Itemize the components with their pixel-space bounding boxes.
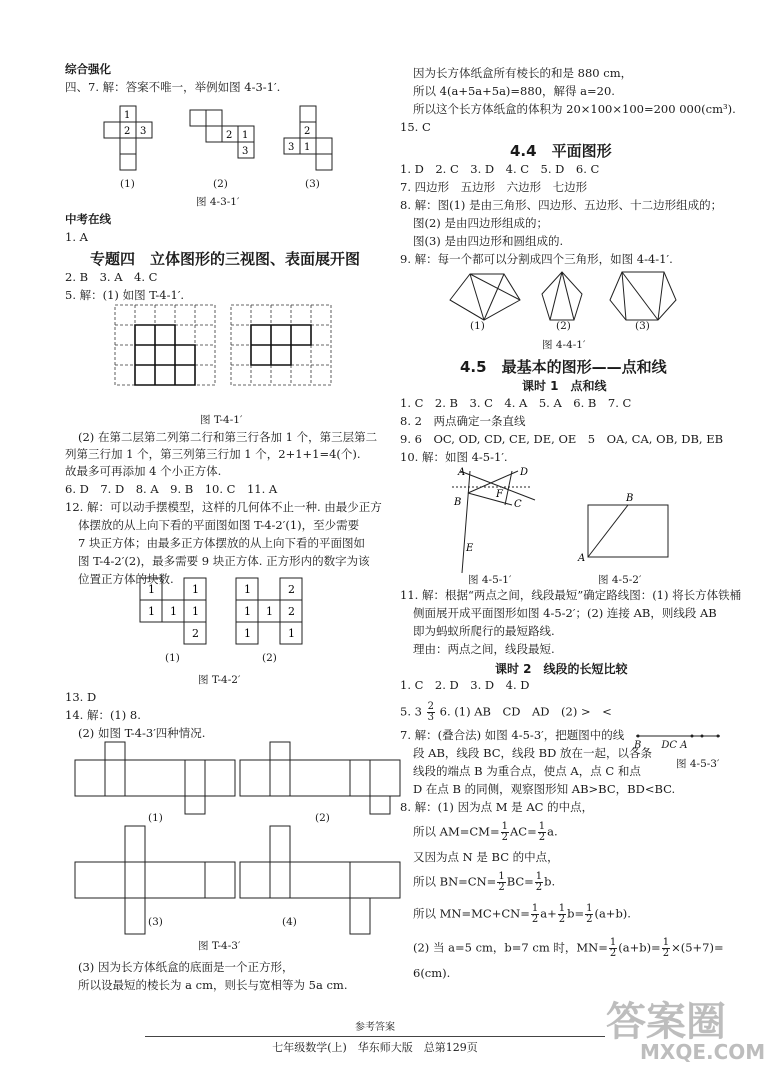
answer-line xyxy=(413,872,555,893)
point-label: B xyxy=(626,493,634,504)
point-label: C xyxy=(514,499,522,510)
answer-line: 1. D 2. C 3. D 4. C 5. D 6. C xyxy=(400,162,600,176)
grid-number: 2 xyxy=(288,583,295,596)
fraction xyxy=(585,904,593,925)
net-3 xyxy=(284,106,332,170)
answer-line: 因为长方体纸盒所有棱长的和是 880 cm， xyxy=(413,66,633,80)
answer-line: 侧面展开成平面图形如图 4-5-2′；(2) 连接 AB，则线段 AB xyxy=(413,606,717,620)
subfigure-label: (1) xyxy=(120,178,135,190)
grid-number: 1 xyxy=(244,627,251,640)
subfigure-label: (4) xyxy=(282,916,297,928)
subfigure-label: (2) xyxy=(262,652,277,664)
lesson-title: 课时 2 线段的长短比较 xyxy=(495,662,628,676)
section-heading: 中考在线 xyxy=(65,212,111,226)
denominator: 2 xyxy=(498,882,505,893)
topic-title: 专题四 立体图形的三视图、表面展开图 xyxy=(90,250,361,268)
answer-line: 7. 解：(叠合法) 如图 4-5-3′，把题图中的线 xyxy=(400,728,625,742)
fraction-numerator: 2 xyxy=(427,701,434,712)
figure-caption: 图 T-4-3′ xyxy=(198,940,241,952)
subfigure-label: (2) xyxy=(213,178,228,190)
answer-line xyxy=(413,822,558,843)
answer-line: 7 块正方体；由最多正方体摆放的从上向下看的平面图如 xyxy=(78,536,365,550)
footer-info: 七年级数学(上) 华东师大版 总第129页 xyxy=(145,1036,605,1055)
answer-line: 10. 解：如图 4-5-1′. xyxy=(400,450,508,464)
answer-line: 列第三行加 1 个，第三列第三行加 1 个，2+1+1=4(个). xyxy=(65,447,361,461)
answer-line: 7. 四边形 五边形 六边形 七边形 xyxy=(400,180,588,194)
numerator: 1 xyxy=(586,903,593,914)
answer-line: 1. C 2. D 3. D 4. D xyxy=(400,678,530,692)
net-number: 1 xyxy=(304,142,311,153)
text: 所以 BN=CN= xyxy=(413,874,497,889)
answer-line: 线段的端点 B 为重合点，使点 A，点 C 和点 xyxy=(413,764,641,778)
watermark-logo: 答案圈 xyxy=(606,999,726,1045)
text: 所以 AM=CM= xyxy=(413,824,500,839)
denominator: 2 xyxy=(662,948,670,959)
answer-line: 图(2) 是由四边形组成的； xyxy=(413,216,548,230)
text: a+ xyxy=(540,906,557,921)
point-label: F xyxy=(496,489,503,500)
net-1 xyxy=(104,106,152,170)
answer-line: 1. A xyxy=(65,230,88,244)
subfigure-label: (1) xyxy=(470,320,485,332)
answer-line: 四、7. 解：答案不唯一，举例如图 4-3-1′. xyxy=(65,80,281,94)
answer-line: (2) 如图 T-4-3′四种情况. xyxy=(78,726,206,740)
numerator: 1 xyxy=(609,937,617,948)
answer-line: 8. 解：图(1) 是由三角形、四边形、五边形、十二边形组成的； xyxy=(400,198,723,212)
answer-line: 12. 解：可以动手摆模型，这样的几何体不止一种. 由最少正方 xyxy=(65,500,382,514)
numerator: 1 xyxy=(558,903,566,914)
numerator: 1 xyxy=(538,821,546,832)
answer-line xyxy=(413,904,631,925)
answer-line: (3) 因为长方体纸盒的底面是一个正方形， xyxy=(78,960,294,974)
text: b= xyxy=(567,906,585,921)
net-number: 1 xyxy=(124,110,131,121)
denominator: 2 xyxy=(531,914,539,925)
text: a. xyxy=(547,824,558,839)
figure-caption: 图 T-4-2′ xyxy=(198,674,241,686)
footer-label: 参考答案 xyxy=(355,1022,395,1033)
text: BC= xyxy=(506,874,534,889)
answer-line: 14. 解：(1) 8. xyxy=(65,708,141,722)
fraction xyxy=(535,872,543,893)
figure-4-5-2-unfolded-side xyxy=(578,493,688,565)
answer-line xyxy=(413,938,724,959)
grid-number: 1 xyxy=(266,605,273,618)
fraction-denominator: 3 xyxy=(427,712,434,723)
lesson-title: 课时 1 点和线 xyxy=(522,379,607,393)
fraction xyxy=(538,822,546,843)
figure-4-5-1-lines xyxy=(440,465,580,575)
fraction xyxy=(609,938,617,959)
figure-caption: 图 T-4-1′ xyxy=(200,414,243,426)
grid-number: 2 xyxy=(192,627,199,640)
figure-4-4-1-polygons xyxy=(450,268,690,328)
answer-line: 体摆放的从上向下看的平面图如图 T-4-2′(1)，至少需要 xyxy=(78,518,360,532)
answer-line: 所以设最短的棱长为 a cm，则长与宽相等为 5a cm. xyxy=(78,978,348,992)
answer-line: 理由：两点之间，线段最短. xyxy=(413,642,555,656)
denominator: 2 xyxy=(558,914,566,925)
figure-caption: 图 4-3-1′ xyxy=(196,196,240,208)
grid-number: 1 xyxy=(148,605,155,618)
answer-line: 6. D 7. D 8. A 9. B 10. C 11. A xyxy=(65,482,278,496)
net-number: 2 xyxy=(124,126,131,137)
grid-number: 1 xyxy=(192,605,199,618)
answer-line: 段 AB，线段 BC，线段 BD 放在一起，以各条 xyxy=(413,746,653,760)
segment-labels: B DC A xyxy=(634,740,688,751)
net-number: 3 xyxy=(242,146,249,157)
answer-line: D 在点 B 的同侧，观察图形知 AB>BC，BD<BC. xyxy=(413,782,676,796)
section-title: 4.5 最基本的图形——点和线 xyxy=(460,358,667,376)
grid-number: 1 xyxy=(244,605,251,618)
net-2 xyxy=(190,110,254,158)
answer-line: (2) 在第二层第二列第二行和第三行各加 1 个，第三层第二 xyxy=(78,430,378,444)
figure-T-4-2-top-views xyxy=(140,578,340,658)
q5-prefix: 5. 3 xyxy=(400,704,422,719)
fraction xyxy=(662,938,670,959)
answer-line: 图(3) 是由四边形和圆组成的. xyxy=(413,234,564,248)
point-label: A xyxy=(458,467,466,478)
subfigure-label: (3) xyxy=(148,916,163,928)
answer-line: 9. 6 OC, OD, CD, CE, DE, OE 5 OA, CA, OB, DB, EB xyxy=(400,432,724,446)
subfigure-label: (3) xyxy=(305,178,320,190)
answer-line: 图 T-4-2′(2)，最多需要 9 块正方体. 正方形内的数字为该 xyxy=(78,554,370,568)
numerator: 1 xyxy=(535,871,543,882)
text: ×(5+7)= xyxy=(671,940,724,955)
numerator: 1 xyxy=(498,871,505,882)
answer-line: 2. B 3. A 4. C xyxy=(65,270,158,284)
answer-line: 8. 解：(1) 因为点 M 是 AC 的中点， xyxy=(400,800,594,814)
net-number: 2 xyxy=(304,126,311,137)
denominator: 2 xyxy=(501,832,508,843)
grid-number: 1 xyxy=(192,583,199,596)
figure-caption: 图 4-4-1′ xyxy=(542,339,586,351)
fraction xyxy=(501,822,509,843)
answer-line: 5. 解：(1) 如图 T-4-1′. xyxy=(65,288,185,302)
grid-number: 2 xyxy=(288,605,295,618)
figure-caption: 图 4-5-1′ xyxy=(468,574,512,586)
answer-line: 11. 解：根据“两点之间，线段最短”确定路线图：(1) 将长方体铁桶 xyxy=(400,588,742,602)
answer-line: 又因为点 N 是 BC 的中点， xyxy=(413,850,559,864)
figure-caption: 图 4-5-3′ xyxy=(676,758,720,770)
subfigure-label: (3) xyxy=(635,320,650,332)
answer-line: 即为蚂蚁所爬行的最短路线. xyxy=(413,624,555,638)
answer-line xyxy=(400,702,612,723)
answer-line: 故最多可再添加 4 个小正方体. xyxy=(65,464,222,478)
point-label: B xyxy=(454,497,462,508)
answer-line: 1. C 2. B 3. C 4. A 5. A 6. B 7. C xyxy=(400,396,632,410)
section-heading: 综合强化 xyxy=(65,62,111,76)
section-title: 4.4 平面图形 xyxy=(510,142,612,160)
net-number: 2 xyxy=(226,130,233,141)
answer-line: 位置正方体的块数. xyxy=(78,572,174,586)
denominator: 2 xyxy=(586,914,593,925)
numerator: 1 xyxy=(662,937,670,948)
denominator: 2 xyxy=(538,832,546,843)
answer-line: 9. 解：每一个都可以分割成四个三角形，如图 4-4-1′. xyxy=(400,252,673,266)
point-label: D xyxy=(520,467,529,478)
text: 所以 MN=MC+CN= xyxy=(413,906,530,921)
net-number: 3 xyxy=(288,142,295,153)
watermark-url: MXQE.COM xyxy=(640,1040,765,1064)
net-number: 1 xyxy=(242,130,249,141)
text: (2) 当 a=5 cm，b=7 cm 时，MN= xyxy=(413,940,608,955)
answer-line: 13. D xyxy=(65,690,97,704)
answer-line: 15. C xyxy=(400,120,431,134)
numerator: 1 xyxy=(531,903,539,914)
point-label: A xyxy=(578,553,586,564)
fraction xyxy=(531,904,539,925)
grid-number: 1 xyxy=(170,605,177,618)
fraction xyxy=(558,904,566,925)
text: (a+b)= xyxy=(618,940,661,955)
figure-T-4-1-views xyxy=(115,305,355,405)
denominator: 2 xyxy=(609,948,617,959)
answer-line: 所以 4(a+5a+5a)=880，解得 a=20. xyxy=(413,84,615,98)
subfigure-label: (1) xyxy=(148,812,163,824)
q6-answer: 6. (1) AB CD AD (2) > < xyxy=(439,704,612,719)
answer-line: 所以这个长方体纸盒的体积为 20×100×100=200 000(cm³). xyxy=(413,102,736,116)
grid-number: 1 xyxy=(288,627,295,640)
denominator: 2 xyxy=(535,882,543,893)
text: (a+b). xyxy=(594,906,631,921)
subfigure-label: (2) xyxy=(556,320,571,332)
grid-number: 1 xyxy=(148,583,155,596)
text: AC= xyxy=(509,824,537,839)
numerator: 1 xyxy=(501,821,508,832)
subfigure-label: (2) xyxy=(315,812,330,824)
subfigure-label: (1) xyxy=(165,652,180,664)
fraction xyxy=(497,872,505,893)
point-label: E xyxy=(466,543,474,554)
answer-line: 8. 2 两点确定一条直线 xyxy=(400,414,526,428)
text: b. xyxy=(544,874,556,889)
figure-T-4-3-box-nets xyxy=(75,742,405,942)
answer-line: 6(cm). xyxy=(413,966,451,980)
fraction xyxy=(427,702,435,723)
figure-caption: 图 4-5-2′ xyxy=(598,574,642,586)
net-number: 3 xyxy=(140,126,147,137)
grid-number: 1 xyxy=(244,583,251,596)
